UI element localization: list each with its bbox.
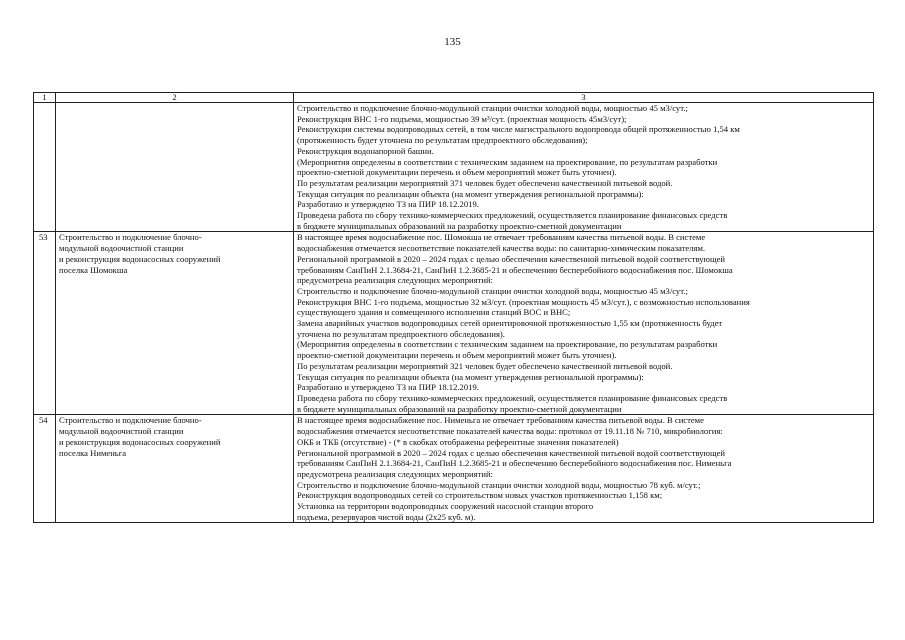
description-line: Региональной программой в 2020 – 2024 годах с целью обеспечения качественной питьевой водой соответствующей [297,253,725,264]
description-line: Реконструкция ВНС 1-го подъема, мощностью 32 м3/сут. (проектная мощность 45 м3/сут.), с возможностью использования [297,296,750,307]
description-line: подъема, резервуаров чистой воды (2х25 куб. м). [297,511,476,522]
description-line: уточнена по результатам предпроектного обследования). [297,328,505,339]
object-name-line: и реконструкция водонасосных сооружений [59,253,221,264]
description-line: Реконструкция ВНС 1-го подъема, мощностью 39 м³/сут. (проектная мощность 45м3/сут); [297,113,627,124]
object-name-line: модульной водоочистной станции [59,426,184,437]
object-name-line: Строительство и подключение блочно- [59,232,202,243]
description-line: предусмотрена реализация следующих мероприятий: [297,468,493,479]
description-line: Текущая ситуация по реализации объекта (на момент утверждения региональной программы): [297,371,644,382]
description-line: По результатам реализации мероприятий 371 человек будет обеспечено качественной питьевой водой. [297,177,673,188]
row-number: 54 [34,415,56,523]
description-line: Реконструкция водопроводных сетей со строительством новых участков протяженностью 1,158 км; [297,490,663,501]
description-line: (Мероприятия определены в соответствии с техническим заданием на проектирование, по результатам разработки [297,339,718,350]
page-number: 135 [444,36,461,48]
object-name-line: поселка Нименьга [59,447,127,458]
object-name-cell [56,103,294,232]
description-line: Разработано и утверждено ТЗ на ПИР 18.12.2019. [297,382,479,393]
row-number [34,103,56,232]
description-line: (протяженность будет уточнена по результатам предпроектного обследования); [297,135,588,146]
description-line: проектно-сметной документации перечень и объем мероприятий может быть уточнен). [297,167,617,178]
description-line: Замена аварийных участков водопроводных сетей ориентировочной протяженностью 1,55 км (протяженность будет [297,318,723,329]
object-name-line: модульной водоочистной станции [59,243,184,254]
description-line: проектно-сметной документации перечень и объем мероприятий может быть уточнен). [297,350,617,361]
description-line: Разработано и утверждено ТЗ на ПИР 18.12.2019. [297,199,479,210]
column-header-3: 3 [294,93,874,103]
description-line: предусмотрена реализация следующих мероприятий: [297,275,493,286]
description-line: в бюджете муниципальных образований на разработку проектно-сметной документации [297,220,622,231]
description-line: Текущая ситуация по реализации объекта (на момент утверждения региональной программы): [297,188,644,199]
description-line: требованиям СанПиН 2.1.3684-21, СанПиН 1.2.3685-21 и обеспечению бесперебойного водоснабжения пос. Шомокша [297,264,733,275]
description-line: существующего здания и совмещенного исполнения станций ВОС и ВНС; [297,307,571,318]
description-line: В настоящее время водоснабжение пос. Шомокша не отвечает требованиям качества питьевой воды. В системе [297,232,706,243]
measures-description-cell [294,103,874,232]
description-line: В настоящее время водоснабжение пос. Нименьга не отвечает требованиям качества питьевой воды. В системе [297,415,704,426]
object-name-line: поселка Шомокша [59,264,128,275]
description-line: Проведена работа по сбору технико-коммерческих предложений, осуществляется планирование финансовых средств [297,392,728,403]
table-row [34,103,874,232]
description-line: Реконструкция водонапорной башни. [297,145,434,156]
description-line: Реконструкция системы водопроводных сетей, в том числе магистрального водопровода общей протяженностью 1,54 км [297,124,740,135]
table-body [34,103,874,523]
row-number: 53 [34,232,56,415]
description-line: водоснабжения отмечается несоответствие показателей качества воды: по санитарно-химическим показателям. [297,243,706,254]
table-header-row [34,93,874,103]
measures-description-cell [294,415,874,523]
description-line: По результатам реализации мероприятий 321 человек будет обеспечено качественной питьевой водой. [297,360,673,371]
description-line: Строительство и подключение блочно-модульной станции очистки холодной воды, мощностью 78 куб. м/сут.; [297,479,701,490]
description-line: Региональной программой в 2020 – 2024 годах с целью обеспечения качественной питьевой водой соответствующей [297,447,725,458]
description-line: Строительство и подключение блочно-модульной станции очистки холодной воды, мощностью 45 м3/сут.; [297,103,688,113]
object-name-line: и реконструкция водонасосных сооружений [59,436,221,447]
object-name-cell [56,415,294,523]
document-table [33,92,874,523]
table-row [34,232,874,415]
column-header-1: 1 [34,93,56,103]
measures-description-cell [294,232,874,415]
column-header-2: 2 [56,93,294,103]
object-name-cell [56,232,294,415]
table-row [34,415,874,523]
description-line: Проведена работа по сбору технико-коммерческих предложений, осуществляется планирование финансовых средств [297,210,728,221]
description-line: Строительство и подключение блочно-модульной станции очистки холодной воды, мощностью 45 м3/сут.; [297,285,688,296]
description-line: (Мероприятия определены в соответствии с техническим заданием на проектирование, по результатам разработки [297,156,718,167]
description-line: требованиям СанПиН 2.1.3684-21, СанПиН 1.2.3685-21 и обеспечению бесперебойного водоснабжения пос. Нименьга [297,458,732,469]
description-line: ОКБ и ТКБ (отсутствие) - (* в скобках отображены референтные значения показателей) [297,436,619,447]
description-line: Установка на территории водопроводных сооружений насосной станции второго [297,501,594,512]
object-name-line: Строительство и подключение блочно- [59,415,202,426]
description-line: водоснабжения отмечается несоответствие показателей качества воды: протокол от 19.11.18 № 710, микробиология: [297,426,723,437]
description-line: в бюджете муниципальных образований на разработку проектно-сметной документации [297,403,622,414]
